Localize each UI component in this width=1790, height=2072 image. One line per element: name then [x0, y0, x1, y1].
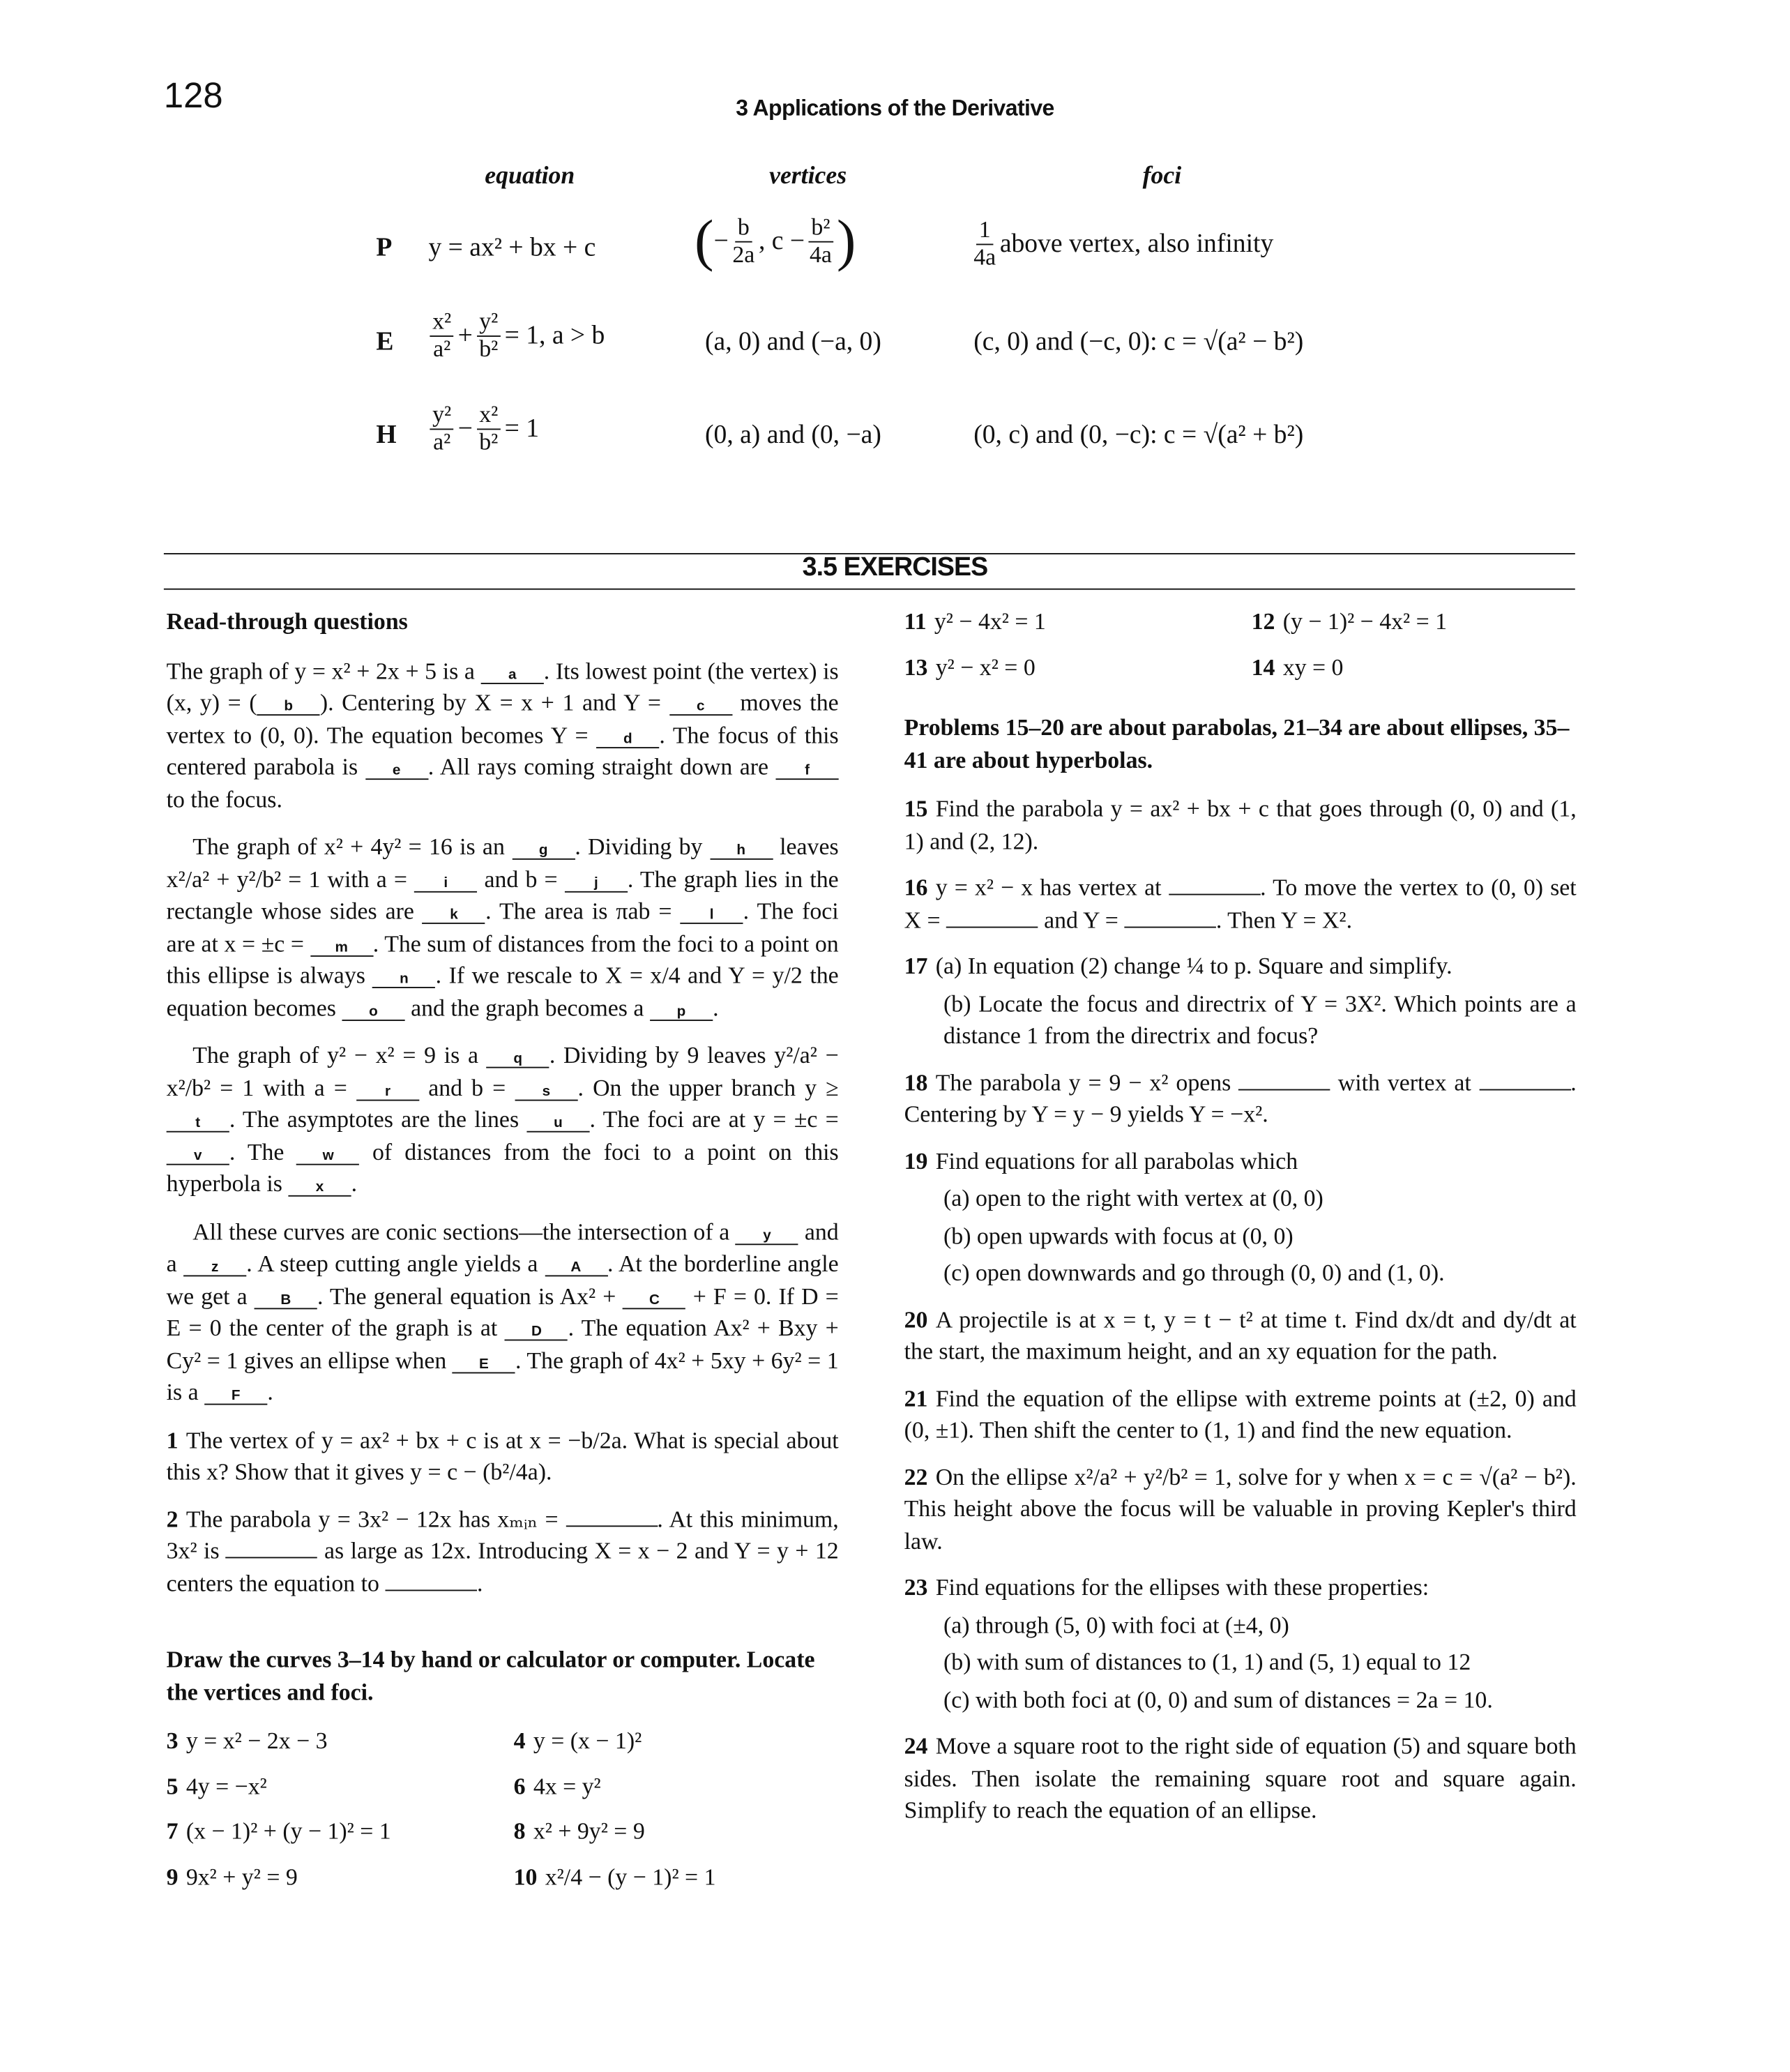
problem-text — [936, 1574, 1429, 1601]
exercise-item — [514, 1770, 842, 1802]
answer-blank: F — [204, 1388, 267, 1405]
exercise-equation: x² + 9y² = 9 — [533, 1817, 645, 1845]
text-run: . The general equation is Ax² + — [317, 1282, 623, 1309]
text-run: Move a square root to the right side of equation (5) and square both sides. Then isolate the remaining square root and square again. Simplify to reach the equation of an ellipse. — [904, 1732, 1577, 1823]
problem — [904, 1303, 1577, 1368]
problem — [167, 1503, 839, 1599]
text-run: and a — [166, 1218, 839, 1277]
read-through-paragraph — [167, 1039, 839, 1200]
answer-blank: z — [183, 1260, 246, 1276]
exercise-number: 9 — [166, 1863, 179, 1889]
problem — [904, 1066, 1577, 1130]
text-run: A projectile is at x = t, y = t − t² at time t. Find dx/dt and dy/dt at the start, the maximum height, and an xy equation for the path. — [904, 1306, 1577, 1365]
read-through-heading: Read-through questions — [166, 607, 408, 635]
problem-number: 16 — [904, 874, 928, 901]
denominator: b² — [479, 428, 499, 455]
exercise-item — [904, 605, 1252, 637]
numerator: b² — [809, 215, 833, 242]
right-column — [904, 605, 1577, 1840]
header-vertices: vertices — [769, 162, 847, 190]
answer-blank: q — [487, 1051, 549, 1068]
exercise-item — [167, 1725, 514, 1757]
problem — [904, 793, 1577, 857]
text: , c − — [758, 226, 805, 255]
text-run: . The foci are at x = ±c = — [166, 898, 839, 956]
answer-blank: d — [596, 731, 659, 748]
answer-blank: c — [669, 699, 732, 716]
equation: y = ax² + bx + c — [428, 233, 596, 262]
fraction — [476, 402, 501, 455]
equation — [426, 309, 605, 362]
draw-heading: Draw the curves 3–14 by hand or calculator or computer. Locate the vertices and foci. — [166, 1646, 815, 1704]
text-run: Find the equation of the ellipse with extreme points at (±2, 0) and (0, ±1). Then shift the center to (1, 1) and find the new equation. — [904, 1384, 1577, 1443]
text-run: moves the vertex to (0, 0). The equation becomes Y = — [166, 689, 839, 748]
text-run: . Centering by Y = y − 9 yields Y = −x². — [904, 1068, 1577, 1128]
problem-text — [904, 1463, 1577, 1554]
numerator: x² — [430, 309, 454, 336]
answer-blank: p — [650, 1004, 713, 1020]
text-run: and b = — [419, 1074, 515, 1101]
problem-text — [904, 1306, 1577, 1365]
table-row-ellipse — [0, 304, 1790, 383]
text-run: The graph of y² − x² = 9 is a — [192, 1041, 487, 1068]
text-run: (a) through (5, 0) with foci at (±4, 0) — [943, 1611, 1289, 1638]
exercise-number: 11 — [904, 607, 927, 635]
fraction — [732, 215, 754, 268]
paren: ) — [836, 208, 856, 273]
exercise-equation: y² − 4x² = 1 — [934, 607, 1046, 635]
read-through-paragraph — [167, 655, 839, 815]
problem-subpart — [904, 1182, 1577, 1214]
text-run: with vertex at — [1330, 1068, 1479, 1096]
exercise-equation: (x − 1)² + (y − 1)² = 1 — [185, 1817, 391, 1845]
exercise-equation: (y − 1)² − 4x² = 1 — [1282, 607, 1448, 635]
text-run: . The area is πab = — [485, 898, 681, 924]
text-run: (a) In equation (2) change ¼ to p. Square and simplify. — [935, 953, 1453, 979]
exercise-equation: 9x² + y² = 9 — [185, 1863, 298, 1889]
answer-blank: v — [167, 1147, 229, 1164]
fraction — [430, 309, 454, 362]
table-row-hyperbola — [0, 397, 1790, 476]
answer-blank: B — [255, 1292, 317, 1308]
text-run: and b = — [477, 865, 565, 892]
answer-blank: e — [365, 763, 428, 780]
problem-number: 23 — [904, 1573, 928, 1601]
exercise-number: 10 — [513, 1863, 538, 1889]
page-number: 128 — [163, 75, 223, 116]
answer-blank: s — [515, 1083, 577, 1100]
paren: ( — [694, 208, 714, 273]
text-run: to the focus. — [166, 785, 282, 812]
text-run: (b) Locate the focus and directrix of Y = 3X². Which points are a distance 1 from the directrix and focus? — [943, 990, 1577, 1049]
operator: + — [457, 321, 473, 350]
answer-blank: u — [526, 1115, 589, 1132]
denominator: 4a — [809, 240, 832, 267]
problem-text — [936, 953, 1453, 979]
text-run: . Its lowest point (the vertex) is (x, y) = ( — [166, 657, 839, 716]
exercise-number: 4 — [513, 1727, 526, 1754]
text-run: All these curves are conic sections—the intersection of a — [192, 1218, 736, 1245]
answer-blank: i — [414, 875, 477, 891]
text-run: (c) open downwards and go through (0, 0) and (1, 0). — [943, 1259, 1445, 1286]
answer-blank: r — [356, 1083, 419, 1100]
text-run: The graph of y = x² + 2x + 5 is a — [166, 657, 481, 684]
problem — [904, 950, 1577, 1052]
equation — [426, 402, 539, 455]
text: above vertex, also infinity — [999, 229, 1274, 258]
numerator: 1 — [976, 218, 993, 245]
answer-blank: b — [257, 699, 320, 716]
text-run: . All rays coming straight down are — [427, 753, 776, 780]
problem-number: 17 — [904, 953, 928, 979]
answer-blank: l — [680, 907, 743, 923]
exercise-number: 5 — [166, 1772, 179, 1799]
problem-number: 24 — [904, 1732, 928, 1759]
fraction — [809, 215, 833, 268]
answer-blank: D — [505, 1324, 568, 1340]
text-run: (a) open to the right with vertex at (0, 0) — [943, 1184, 1323, 1211]
answer-blank: o — [342, 1004, 404, 1020]
problem — [904, 1730, 1577, 1827]
exercise-item — [1252, 651, 1579, 683]
problem-number: 2 — [166, 1505, 179, 1532]
exercise-number: 13 — [904, 653, 928, 680]
problem-number: 19 — [904, 1147, 928, 1174]
text-run: Find the parabola y = ax² + bx + c that goes through (0, 0) and (1, 1) and (2, 12). — [904, 795, 1577, 854]
text-run: . To move the vertex to (0, 0) set X = — [904, 874, 1577, 933]
text-run: . — [476, 1569, 483, 1596]
denominator: 2a — [732, 240, 755, 267]
text-run: and Y = — [1038, 906, 1125, 933]
problem — [904, 1460, 1577, 1557]
text: = 1 — [504, 414, 540, 443]
text-run: . If we rescale to X = x/4 and Y = y/2 the equation becomes — [166, 962, 839, 1020]
text-run: of distances from the foci to a point on this hyperbola is — [166, 1138, 839, 1197]
exercise-equation: xy = 0 — [1282, 653, 1344, 680]
text-run: . The asymptotes are the lines — [229, 1106, 527, 1133]
problem-number: 18 — [904, 1068, 928, 1096]
answer-blank: E — [453, 1356, 515, 1372]
problem-subpart — [904, 1684, 1577, 1716]
problem-number: 21 — [904, 1384, 928, 1411]
answer-blank: k — [423, 907, 485, 923]
answer-blank — [385, 1589, 477, 1591]
answer-blank: x — [288, 1179, 351, 1196]
text-run: as large as 12x. Introducing X = x − 2 and Y = y + 12 centers the equation to — [166, 1537, 839, 1596]
numerator: x² — [476, 402, 501, 430]
answer-blank: a — [481, 667, 544, 683]
problem-text — [904, 874, 1577, 932]
denominator: 4a — [973, 243, 996, 270]
topic-note: Problems 15–20 are about parabolas, 21–34 are about ellipses, 35–41 are about hyperbolas. — [904, 714, 1570, 773]
left-column — [167, 605, 839, 1911]
problem-text — [904, 796, 1577, 854]
text-run: The parabola y = 3x² − 12x has xₘᵢₙ = — [185, 1505, 566, 1532]
operator: − — [457, 414, 473, 443]
text-run: + F = 0. If D = E = 0 the center of the graph is at — [166, 1282, 839, 1341]
row-letter: E — [376, 327, 394, 357]
answer-blank: g — [512, 842, 575, 859]
text: = 1, a > b — [504, 321, 605, 350]
problem-text — [904, 1732, 1577, 1823]
text-run: ). Centering by X = x + 1 and Y = — [319, 689, 669, 716]
text-run: and the graph becomes a — [404, 994, 650, 1020]
denominator: a² — [433, 428, 451, 455]
denominator: b² — [479, 335, 499, 362]
section-title: 3.5 EXERCISES — [802, 553, 988, 582]
text-run: . Then Y = X². — [1215, 906, 1353, 933]
exercise-equation: y = x² − 2x − 3 — [185, 1727, 328, 1754]
exercise-item — [167, 1815, 514, 1847]
answer-blank — [946, 926, 1038, 928]
problem — [904, 1571, 1577, 1716]
answer-blank: y — [736, 1227, 798, 1244]
answer-blank — [1124, 926, 1216, 928]
problem — [904, 1382, 1577, 1446]
row-letter: H — [376, 421, 397, 450]
header-foci: foci — [1142, 162, 1182, 190]
text-run: . A steep cutting angle yields a — [246, 1250, 545, 1277]
problem-text — [167, 1427, 839, 1485]
text-run: . At the borderline angle we get a — [166, 1250, 839, 1309]
text-run: . Dividing by 9 leaves y²/a² − x²/b² = 1 with a = — [166, 1041, 839, 1101]
vertex: (0, a) and (0, −a) — [705, 421, 881, 450]
answer-blank — [566, 1525, 658, 1526]
answer-blank — [226, 1557, 318, 1558]
text-run: . On the upper branch y ≥ — [577, 1074, 839, 1101]
text-run: Find equations for all parabolas which — [935, 1147, 1298, 1174]
answer-blank — [1169, 894, 1261, 895]
text-run: . The foci are at y = ±c = — [589, 1106, 839, 1133]
foci: (c, 0) and (−c, 0): c = √(a² − b²) — [973, 327, 1304, 357]
problem-text — [167, 1505, 839, 1596]
text-run: The parabola y = 9 − x² opens — [935, 1068, 1239, 1096]
exercise-item — [514, 1725, 842, 1757]
problem-subpart — [904, 988, 1577, 1052]
draw-exercises — [904, 605, 1577, 683]
text-run: leaves x²/a² + y²/b² = 1 with a = — [166, 833, 839, 892]
exercise-equation: 4x = y² — [533, 1772, 601, 1799]
exercise-item — [904, 651, 1252, 683]
exercise-equation: 4y = −x² — [185, 1772, 267, 1799]
answer-blank: w — [297, 1147, 360, 1164]
exercise-item — [167, 1861, 514, 1893]
foci — [970, 218, 1274, 271]
minus: − — [713, 226, 729, 255]
text-run: . The — [229, 1138, 297, 1165]
fraction — [973, 218, 996, 271]
answer-blank: t — [167, 1115, 229, 1132]
exercise-number: 14 — [1251, 653, 1275, 680]
numerator: b — [735, 215, 752, 242]
answer-blank: f — [775, 763, 838, 780]
fraction — [476, 309, 501, 362]
text-run: . The sum of distances from the foci to a point on this ellipse is always — [166, 930, 839, 988]
problem-subpart — [904, 1609, 1577, 1641]
exercise-number: 12 — [1251, 607, 1275, 635]
exercise-item — [514, 1815, 842, 1847]
fraction — [430, 402, 454, 455]
foci: (0, c) and (0, −c): c = √(a² + b²) — [973, 421, 1304, 450]
problem-text — [904, 1384, 1577, 1443]
answer-blank: A — [545, 1260, 607, 1276]
row-letter: P — [376, 233, 393, 262]
read-through-paragraph — [167, 831, 839, 1023]
problem-list — [167, 1424, 839, 1599]
text-run: (c) with both foci at (0, 0) and sum of distances = 2a = 10. — [943, 1686, 1493, 1713]
exercise-equation: y = (x − 1)² — [533, 1727, 642, 1754]
header-equation: equation — [485, 162, 575, 190]
answer-blank: j — [565, 875, 628, 891]
text-run: (b) open upwards with focus at (0, 0) — [943, 1222, 1294, 1248]
problem-number: 1 — [166, 1426, 179, 1453]
problem-list — [904, 793, 1577, 1827]
problem-text — [936, 1147, 1298, 1174]
answer-blank: m — [310, 939, 373, 955]
draw-exercises — [167, 1725, 839, 1893]
numerator: y² — [476, 309, 501, 336]
text-run: . — [713, 994, 719, 1020]
exercise-number: 7 — [166, 1817, 179, 1845]
text-run: . — [351, 1170, 358, 1197]
answer-blank: n — [372, 971, 435, 988]
text-run: On the ellipse x²/a² + y²/b² = 1, solve for y when x = c = √(a² − b²). This height above the focus will be valuable in proving Kepler's third law. — [904, 1463, 1577, 1554]
text-run: y = x² − x has vertex at — [935, 874, 1169, 901]
problem — [904, 872, 1577, 936]
problem-number: 20 — [904, 1306, 928, 1333]
problem-subpart — [904, 1257, 1577, 1289]
exercise-number: 6 — [513, 1772, 526, 1799]
problem — [167, 1424, 839, 1488]
exercise-equation: y² − x² = 0 — [935, 653, 1036, 680]
vertex — [694, 208, 856, 273]
answer-blank: h — [710, 842, 773, 859]
text-run: . The equation Ax² + Bxy + Cy² = 1 gives an ellipse when — [166, 1314, 839, 1373]
read-through-paragraph — [167, 1216, 839, 1408]
text-run: The graph of x² + 4y² = 16 is an — [192, 833, 513, 860]
table-row-parabola — [0, 210, 1790, 289]
exercise-equation: x²/4 − (y − 1)² = 1 — [545, 1863, 716, 1889]
problem-number: 22 — [904, 1463, 928, 1490]
exercise-number: 3 — [166, 1727, 179, 1754]
problem-text — [904, 1068, 1577, 1127]
answer-blank: C — [623, 1292, 685, 1308]
text-run: The vertex of y = ax² + bx + c is at x = −b/2a. What is special about this x? Show that it gives y = c − (b²/4a). — [166, 1426, 839, 1485]
text-run: . Dividing by — [575, 833, 710, 860]
section-rule-bottom — [164, 589, 1575, 590]
text-run: . — [267, 1378, 273, 1405]
problem — [904, 1144, 1577, 1289]
text-run: (b) with sum of distances to (1, 1) and (5, 1) equal to 12 — [943, 1649, 1471, 1675]
text-run: . The graph of 4x² + 5xy + 6y² = 1 is a — [166, 1346, 839, 1405]
numerator: y² — [430, 402, 454, 430]
problem-subpart — [904, 1220, 1577, 1252]
problem-subpart — [904, 1646, 1577, 1678]
exercise-item — [167, 1770, 514, 1802]
running-head: 3 Applications of the Derivative — [736, 96, 1054, 121]
text-run: . The graph lies in the rectangle whose sides are — [166, 865, 839, 924]
problem-number: 15 — [904, 795, 928, 822]
exercise-number: 8 — [513, 1817, 526, 1845]
answer-blank — [1479, 1089, 1571, 1090]
vertex: (a, 0) and (−a, 0) — [705, 327, 881, 357]
exercise-item — [514, 1861, 842, 1893]
exercise-item — [1252, 605, 1579, 637]
text-run: . The focus of this centered parabola is — [166, 721, 839, 780]
text-run: Find equations for the ellipses with these properties: — [935, 1573, 1429, 1601]
answer-blank — [1238, 1089, 1330, 1090]
denominator: a² — [433, 335, 451, 362]
text-run: . At this minimum, 3x² is — [166, 1505, 839, 1564]
